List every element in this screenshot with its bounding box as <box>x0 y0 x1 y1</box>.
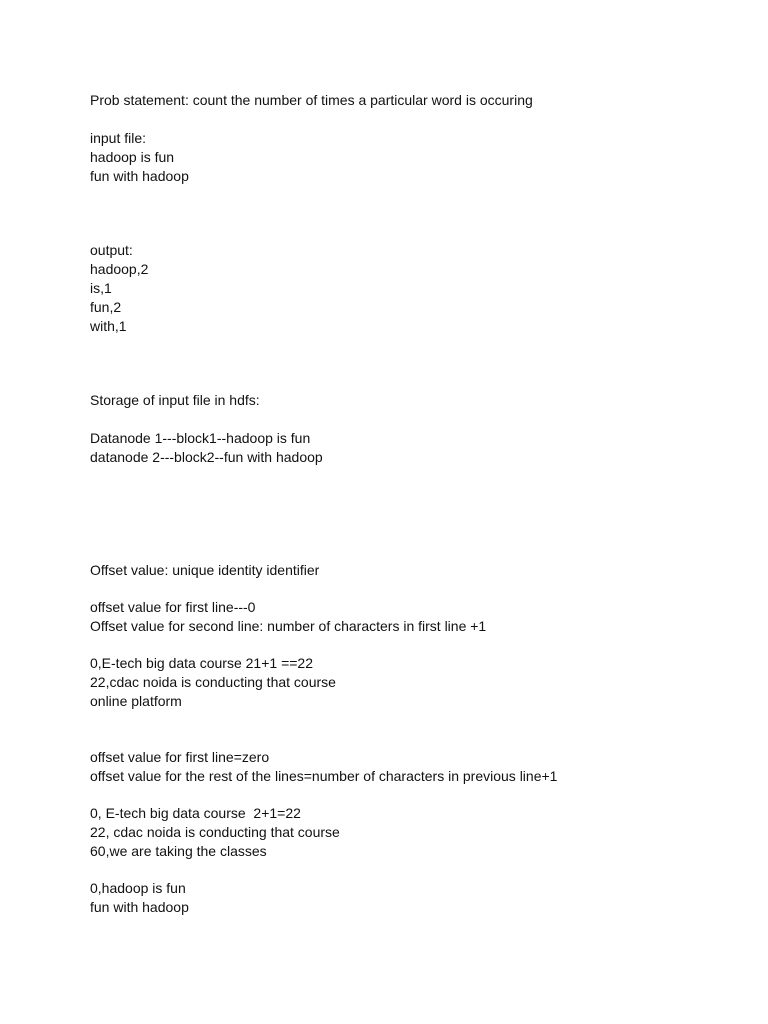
offset-rule: offset value for first line---0 <box>90 599 256 615</box>
input-line: fun with hadoop <box>90 168 189 184</box>
problem-statement: Prob statement: count the number of times a particular word is occuring <box>90 92 533 108</box>
example-line: 60,we are taking the classes <box>90 843 267 859</box>
example-line: 0,hadoop is fun <box>90 880 186 896</box>
output-label: output: <box>90 242 133 258</box>
example-line: 22, cdac noida is conducting that course <box>90 824 340 840</box>
offset-rule: Offset value for second line: number of characters in first line +1 <box>90 618 487 634</box>
input-file-label: input file: <box>90 130 147 146</box>
output-line: with,1 <box>90 318 127 334</box>
example-line: fun with hadoop <box>90 899 189 915</box>
offset-heading: Offset value: unique identity identifier <box>90 562 320 578</box>
example-line: 22,cdac noida is conducting that course <box>90 674 336 690</box>
storage-heading: Storage of input file in hdfs: <box>90 392 260 408</box>
output-line: fun,2 <box>90 299 122 315</box>
storage-line: Datanode 1---block1--hadoop is fun <box>90 430 311 446</box>
output-line: hadoop,2 <box>90 261 149 277</box>
output-line: is,1 <box>90 280 112 296</box>
offset-rule: offset value for first line=zero <box>90 749 270 765</box>
example-line: 0,E-tech big data course 21+1 ==22 <box>90 655 313 671</box>
input-line: hadoop is fun <box>90 149 175 165</box>
example-line: online platform <box>90 693 182 709</box>
storage-line: datanode 2---block2--fun with hadoop <box>90 449 323 465</box>
offset-rule: offset value for the rest of the lines=number of characters in previous line+1 <box>90 768 558 784</box>
example-line: 0, E-tech big data course 2+1=22 <box>90 805 301 821</box>
